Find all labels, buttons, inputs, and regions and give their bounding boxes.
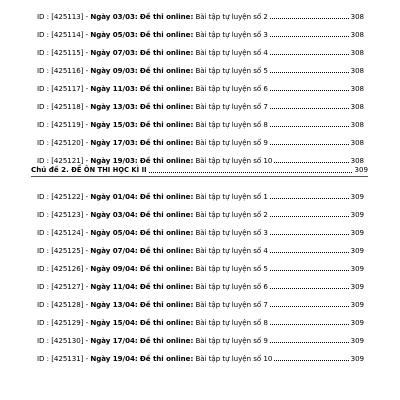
- entry-id: ID : [425113]: [37, 12, 84, 21]
- entry-id: ID : [425131]: [37, 354, 84, 363]
- entry-kind: Đề thi online:: [139, 264, 194, 273]
- entry-date: Ngày 17/03:: [90, 138, 138, 147]
- entry-page: 309: [350, 282, 364, 291]
- toc-entry: ID : [425120] - Ngày 17/03: Đề thi online: Bài tập tự luyện số 9 308: [37, 138, 364, 147]
- entry-id: ID : [425130]: [37, 336, 84, 345]
- entry-id: ID : [425129]: [37, 318, 84, 327]
- topic-heading: [31, 163, 368, 177]
- entry-date: Ngày 15/03:: [90, 120, 138, 129]
- entry-title: Bài tập tự luyện số 3: [195, 30, 268, 39]
- entry-id: ID : [425121]: [37, 156, 84, 165]
- entry-date: Ngày 09/04:: [90, 264, 138, 273]
- entry-date: Ngày 19/04:: [90, 354, 138, 363]
- toc-entry: ID : [425122] - Ngày 01/04: Đề thi online: Bài tập tự luyện số 1 309: [37, 192, 364, 201]
- toc-entry: ID : [425131] - Ngày 19/04: Đề thi online: Bài tập tự luyện số 10 309: [37, 354, 364, 363]
- entry-page: 309: [350, 318, 364, 327]
- dot-leader: [270, 197, 349, 199]
- entry-kind: Đề thi online:: [139, 192, 194, 201]
- toc-entry: ID : [425126] - Ngày 09/04: Đề thi online: Bài tập tự luyện số 5 309: [37, 264, 364, 273]
- dot-leader: [270, 143, 349, 145]
- entry-page: 308: [350, 30, 364, 39]
- entry-id: ID : [425116]: [37, 66, 84, 75]
- entry-date: Ngày 13/04:: [90, 300, 138, 309]
- toc-entry: ID : [425114] - Ngày 05/03: Đề thi online: Bài tập tự luyện số 3 308: [37, 30, 364, 39]
- entry-kind: Đề thi online:: [139, 210, 194, 219]
- entry-page: 308: [350, 66, 364, 75]
- entry-kind: Đề thi online:: [139, 282, 194, 291]
- dot-leader: [270, 215, 349, 217]
- dot-leader: [270, 71, 349, 73]
- entry-id: ID : [425117]: [37, 84, 84, 93]
- entry-page: 308: [350, 156, 364, 165]
- entry-title: Bài tập tự luyện số 6: [195, 84, 268, 93]
- dot-leader: [270, 35, 349, 37]
- entry-kind: Đề thi online:: [139, 156, 194, 165]
- entry-title: Bài tập tự luyện số 7: [195, 300, 268, 309]
- entry-page: 308: [350, 102, 364, 111]
- dot-leader: [270, 341, 349, 343]
- entry-title: Bài tập tự luyện số 9: [195, 138, 268, 147]
- toc-entry: ID : [425115] - Ngày 07/03: Đề thi online: Bài tập tự luyện số 4 308: [37, 48, 364, 57]
- entry-kind: Đề thi online:: [139, 48, 194, 57]
- entry-title: Bài tập tự luyện số 2: [195, 12, 268, 21]
- entry-kind: Đề thi online:: [139, 228, 194, 237]
- entry-date: Ngày 03/04:: [90, 210, 138, 219]
- entry-kind: Đề thi online:: [139, 102, 194, 111]
- toc-entry: ID : [425124] - Ngày 05/04: Đề thi online: Bài tập tự luyện số 3 309: [37, 228, 364, 237]
- entry-id: ID : [425123]: [37, 210, 84, 219]
- entry-date: Ngày 17/04:: [90, 336, 138, 345]
- entry-page: 308: [350, 120, 364, 129]
- entry-id: ID : [425128]: [37, 300, 84, 309]
- entry-title: Bài tập tự luyện số 4: [195, 48, 268, 57]
- entry-id: ID : [425118]: [37, 102, 84, 111]
- entry-id: ID : [425124]: [37, 228, 84, 237]
- entry-kind: Đề thi online:: [139, 12, 194, 21]
- dot-leader: [270, 17, 349, 19]
- entry-id: ID : [425120]: [37, 138, 84, 147]
- toc-entry: ID : [425117] - Ngày 11/03: Đề thi online: Bài tập tự luyện số 6 308: [37, 84, 364, 93]
- dot-leader: [270, 305, 349, 307]
- dot-leader: [274, 359, 348, 361]
- entry-id: ID : [425114]: [37, 30, 84, 39]
- entry-id: ID : [425122]: [37, 192, 84, 201]
- toc-entry: ID : [425118] - Ngày 13/03: Đề thi online: Bài tập tự luyện số 7 308: [37, 102, 364, 111]
- entry-page: 309: [350, 210, 364, 219]
- entry-page: 309: [350, 228, 364, 237]
- entry-date: Ngày 19/03:: [90, 156, 138, 165]
- entry-date: Ngày 07/03:: [90, 48, 138, 57]
- toc-entry: ID : [425129] - Ngày 15/04: Đề thi online: Bài tập tự luyện số 8 309: [37, 318, 364, 327]
- entry-date: Ngày 01/04:: [90, 192, 138, 201]
- dot-leader: [149, 171, 353, 173]
- dot-leader: [270, 287, 349, 289]
- dot-leader: [270, 107, 349, 109]
- entry-kind: Đề thi online:: [139, 138, 194, 147]
- toc-entry: ID : [425128] - Ngày 13/04: Đề thi online: Bài tập tự luyện số 7 309: [37, 300, 364, 309]
- topic-page: 309: [354, 165, 368, 174]
- entry-kind: Đề thi online:: [139, 354, 194, 363]
- dot-leader: [270, 233, 349, 235]
- entry-title: Bài tập tự luyện số 1: [195, 192, 268, 201]
- dot-leader: [270, 53, 349, 55]
- entry-id: ID : [425125]: [37, 246, 84, 255]
- entry-date: Ngày 07/04:: [90, 246, 138, 255]
- dot-leader: [270, 89, 349, 91]
- entry-kind: Đề thi online:: [139, 318, 194, 327]
- toc-entry: ID : [425130] - Ngày 17/04: Đề thi online: Bài tập tự luyện số 9 309: [37, 336, 364, 345]
- entry-page: 308: [350, 12, 364, 21]
- entry-title: Bài tập tự luyện số 2: [195, 210, 268, 219]
- entry-kind: Đề thi online:: [139, 246, 194, 255]
- toc-entry: ID : [425123] - Ngày 03/04: Đề thi online: Bài tập tự luyện số 2 309: [37, 210, 364, 219]
- entry-kind: Đề thi online:: [139, 30, 194, 39]
- entry-title: Bài tập tự luyện số 3: [195, 228, 268, 237]
- entry-page: 309: [350, 264, 364, 273]
- toc-entry: ID : [425125] - Ngày 07/04: Đề thi online: Bài tập tự luyện số 4 309: [37, 246, 364, 255]
- topic-prefix: Chủ đề 2.: [31, 165, 69, 174]
- dot-leader: [270, 251, 349, 253]
- entry-title: Bài tập tự luyện số 6: [195, 282, 268, 291]
- entry-title: Bài tập tự luyện số 7: [195, 102, 268, 111]
- topic-name: ĐỀ ÔN THI HỌC KÌ II: [71, 165, 147, 174]
- entry-kind: Đề thi online:: [139, 66, 194, 75]
- entry-date: Ngày 11/03:: [90, 84, 138, 93]
- toc-entry: ID : [425116] - Ngày 09/03: Đề thi online: Bài tập tự luyện số 5 308: [37, 66, 364, 75]
- dot-leader: [270, 323, 349, 325]
- toc-entry: ID : [425127] - Ngày 11/04: Đề thi online: Bài tập tự luyện số 6 309: [37, 282, 364, 291]
- entry-page: 308: [350, 138, 364, 147]
- entry-kind: Đề thi online:: [139, 336, 194, 345]
- entry-date: Ngày 11/04:: [90, 282, 138, 291]
- dot-leader: [270, 269, 349, 271]
- toc-entry: ID : [425121] - Ngày 19/03: Đề thi online: Bài tập tự luyện số 10 308: [37, 156, 364, 165]
- entry-kind: Đề thi online:: [139, 120, 194, 129]
- entry-id: ID : [425115]: [37, 48, 84, 57]
- entry-date: Ngày 13/03:: [90, 102, 138, 111]
- entry-id: ID : [425127]: [37, 282, 84, 291]
- entry-title: Bài tập tự luyện số 4: [195, 246, 268, 255]
- toc-entry: ID : [425119] - Ngày 15/03: Đề thi online: Bài tập tự luyện số 8 308: [37, 120, 364, 129]
- dot-leader: [270, 125, 349, 127]
- entry-date: Ngày 09/03:: [90, 66, 138, 75]
- entry-title: Bài tập tự luyện số 10: [195, 156, 273, 165]
- entry-page: 308: [350, 48, 364, 57]
- entry-date: Ngày 05/04:: [90, 228, 138, 237]
- entry-date: Ngày 03/03:: [90, 12, 138, 21]
- entry-date: Ngày 05/03:: [90, 30, 138, 39]
- entry-title: Bài tập tự luyện số 8: [195, 120, 268, 129]
- entry-id: ID : [425126]: [37, 264, 84, 273]
- entry-title: Bài tập tự luyện số 5: [195, 66, 268, 75]
- entry-page: 309: [350, 354, 364, 363]
- entry-id: ID : [425119]: [37, 120, 84, 129]
- entry-title: Bài tập tự luyện số 8: [195, 318, 268, 327]
- entry-title: Bài tập tự luyện số 5: [195, 264, 268, 273]
- entry-date: Ngày 15/04:: [90, 318, 138, 327]
- entry-kind: Đề thi online:: [139, 300, 194, 309]
- entry-title: Bài tập tự luyện số 9: [195, 336, 268, 345]
- entry-page: 309: [350, 246, 364, 255]
- entry-page: 309: [350, 192, 364, 201]
- entry-title: Bài tập tự luyện số 10: [195, 354, 273, 363]
- entry-page: 308: [350, 84, 364, 93]
- entry-page: 309: [350, 336, 364, 345]
- entry-page: 309: [350, 300, 364, 309]
- entry-kind: Đề thi online:: [139, 84, 194, 93]
- toc-entry: ID : [425113] - Ngày 03/03: Đề thi online: Bài tập tự luyện số 2 308: [37, 12, 364, 21]
